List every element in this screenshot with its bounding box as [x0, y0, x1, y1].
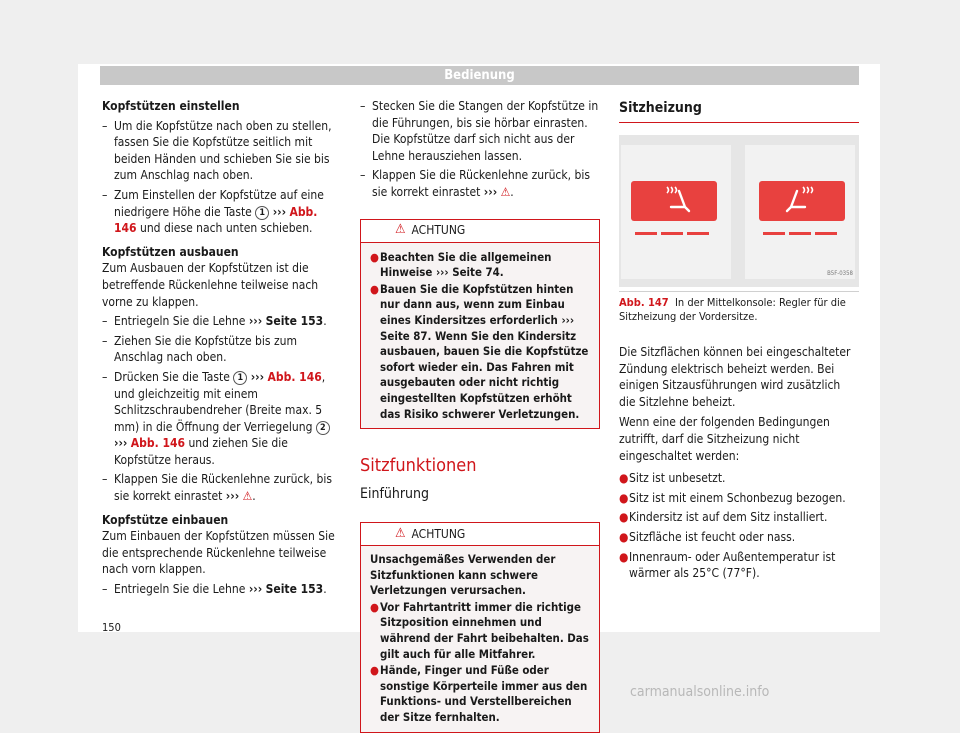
warning-triangle-icon: ⚠ — [395, 525, 406, 541]
warning-box-sitzfunktionen — [360, 522, 600, 733]
seat-heat-icon — [631, 181, 717, 221]
figure-link[interactable]: Abb. 146 — [114, 204, 318, 236]
warning-triangle-icon[interactable]: ⚠ — [242, 489, 253, 504]
list-item: – Klappen Sie die Rückenlehne zurück, bis sie korrekt einrastet ››› ⚠. — [102, 472, 332, 504]
section-title: Sitzfunktionen — [360, 455, 477, 477]
figure-seat-heating-controls — [619, 135, 859, 287]
warning-header: ⚠ ACHTUNG — [361, 523, 599, 546]
list-item: – Zum Einstellen der Kopfstütze auf eine niedrigere Höhe die Taste 1 ››› Abb. 146 und diese nach unten schieben. — [102, 187, 324, 236]
warning-body — [361, 546, 599, 732]
warning-box-kopfstuetzen — [360, 219, 600, 430]
running-header: Bedienung — [100, 66, 859, 85]
chevron-icon: ››› — [114, 436, 128, 451]
list-item: ●Sitz ist unbesetzt. — [619, 471, 726, 486]
chevron-icon: ››› — [483, 184, 498, 199]
column-middle — [360, 98, 600, 733]
list-item: ●Innenraum- oder Außentemperatur ist wärmer als 25°C (77°F). — [619, 549, 836, 581]
seat-heating-button-left — [631, 181, 717, 221]
paragraph: Zum Ausbauen der Kopfstützen ist die betreffende Rückenlehne teilweise nach vorne zu klappen. — [102, 261, 319, 309]
page-link[interactable]: Seite 153 — [265, 314, 324, 329]
list-item: ●Kindersitz ist auf dem Sitz installiert. — [619, 510, 828, 525]
callout-number: 2 — [316, 421, 330, 435]
column-right — [619, 98, 859, 582]
paragraph: Die Sitzflächen können bei eingeschalteter Zündung elektrisch beheizt werden. Bei einigen Sitzausführungen wird zusätzlich die Sitzlehne beheizt. — [619, 345, 851, 409]
console-panel-right — [745, 145, 855, 279]
heading-kopfstuetzen-ausbauen: Kopfstützen ausbauen — [102, 244, 239, 259]
figure-caption: Abb. 147 In der Mittelkonsole: Regler für die Sitzheizung der Vordersitze. — [619, 291, 859, 324]
figure-link[interactable]: Abb. 146 — [130, 436, 185, 451]
warning-header: ⚠ ACHTUNG — [361, 220, 599, 243]
page-link[interactable]: Seite 153 — [265, 582, 324, 597]
page-link[interactable]: Seite 87 — [380, 328, 428, 343]
list-item: – Entriegeln Sie die Lehne ››› Seite 153. — [102, 582, 327, 597]
warning-triangle-icon[interactable]: ⚠ — [500, 184, 511, 199]
list-item: – Stecken Sie die Stangen der Kopfstütze in die Führungen, bis sie hörbar einrasten. Die Kopfstütze darf sich nicht aus der Lehne herausziehen lassen. — [360, 99, 599, 163]
seat-heating-button-right — [759, 181, 845, 221]
list-item: ●Hände, Finger und Füße oder sonstige Körperteile immer aus den Funktions- und Verstellbereichen der Sitze fernhalten. — [370, 663, 588, 725]
list-item: – Um die Kopfstütze nach oben zu stellen, fassen Sie die Kopfstütze seitlich mit beiden Händen und schieben Sie sie bis zum Anschlag nach oben. — [102, 118, 332, 183]
chevron-icon: ››› — [225, 489, 240, 504]
figure-link[interactable]: Abb. 146 — [267, 369, 322, 384]
list-item: – Drücken Sie die Taste 1 ››› Abb. 146, und gleichzeitig mit einem Schlitzschraubendreher (Breite max. 5 mm) in die Öffnung der Verriegelung 2 ››› Abb. 146 und ziehen Sie die Kopfstütze heraus. — [102, 369, 342, 469]
chevron-icon: ››› — [272, 204, 287, 219]
paragraph: Wenn eine der folgenden Bedingungen zutrifft, darf die Sitzheizung nicht eingeschaltet werden: — [619, 415, 830, 463]
list-item: – Ziehen Sie die Kopfstütze bis zum Anschlag nach oben. — [102, 333, 297, 365]
heading-kopfstuetzen-einstellen: Kopfstützen einstellen — [102, 99, 240, 113]
list-item: – Entriegeln Sie die Lehne ››› Seite 153. — [102, 314, 327, 329]
section-title-sitzheizung: Sitzheizung — [619, 100, 702, 116]
subsection-title: Einführung — [360, 486, 429, 503]
seat-heat-icon — [759, 181, 845, 221]
list-item: ●Bauen Sie die Kopfstützen hinten nur dann aus, wenn zum Einbau eines Kindersitzes erforderlich ››› Seite 87. Wenn Sie den Kindersitz ausbauen, bauen Sie die Kopfstütze sofort wieder ein. Das Fahren mit ausgebauten oder nicht richtig eingestellten Kopfstützen erhöht das Risiko schwerer Verletzungen. — [370, 281, 589, 421]
paragraph: Zum Einbauen der Kopfstützen müssen Sie die entsprechende Rückenlehne teilweise nach vorn klappen. — [102, 529, 335, 577]
page-number: 150 — [102, 621, 121, 634]
list-item: ●Beachten Sie die allgemeinen Hinweise ››› Seite 74. — [370, 249, 552, 280]
chevron-icon: ››› — [248, 314, 263, 329]
warning-body — [361, 243, 599, 429]
watermark: carmanualsonline.info — [630, 684, 770, 700]
warning-intro: Unsachgemäßes Verwenden der Sitzfunktionen kann schwere Verletzungen verursachen. — [370, 552, 556, 598]
list-item: ●Sitz ist mit einem Schonbezug bezogen. — [619, 490, 846, 505]
list-item: – Klappen Sie die Rückenlehne zurück, bis sie korrekt einrastet ››› ⚠. — [360, 168, 590, 199]
console-panel-left — [621, 145, 731, 279]
page-link[interactable]: Seite 74 — [452, 265, 500, 280]
callout-number: 1 — [255, 206, 269, 220]
callout-number: 1 — [233, 371, 247, 385]
chevron-icon: ››› — [435, 265, 449, 280]
list-item: ●Sitzfläche ist feucht oder nass. — [619, 529, 796, 544]
warning-triangle-icon: ⚠ — [395, 222, 406, 238]
section-divider — [619, 122, 859, 123]
figure-id: B5F-0358 — [827, 270, 853, 278]
list-item: ●Vor Fahrtantritt immer die richtige Sitzposition einnehmen und während der Fahrt beibehalten. Das gilt auch für alle Mitfahrer. — [370, 599, 589, 661]
chevron-icon: ››› — [250, 369, 265, 384]
column-left — [102, 98, 342, 598]
chevron-icon: ››› — [248, 582, 263, 597]
heading-kopfstuetze-einbauen: Kopfstütze einbauen — [102, 512, 229, 527]
chevron-icon: ››› — [561, 312, 575, 327]
